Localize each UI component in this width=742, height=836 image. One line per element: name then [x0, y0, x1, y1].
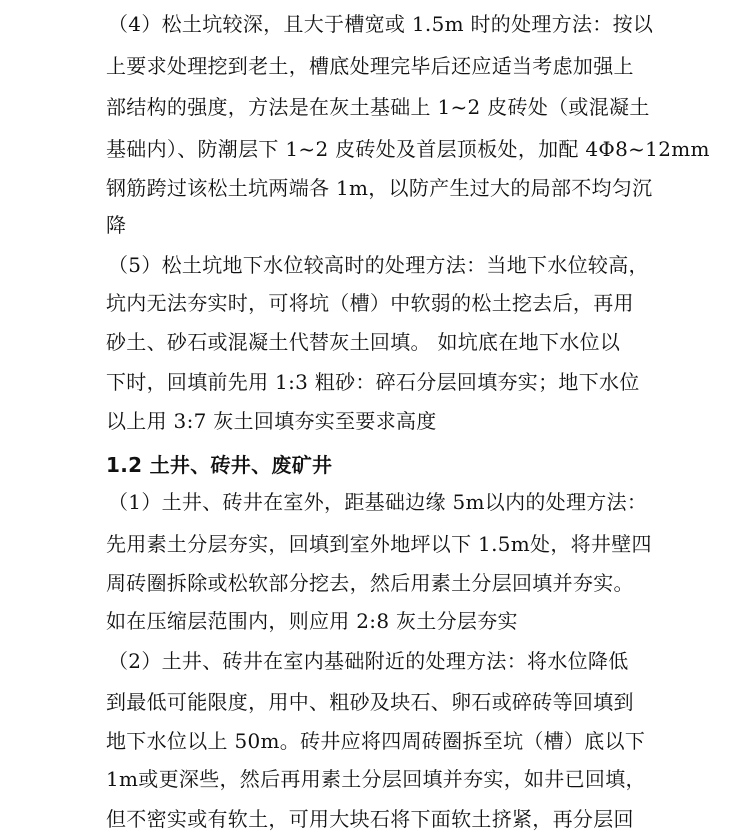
- text-line-15: 周砖圈拆除或松软部分挖去，然后用素土分层回填并夯实。: [106, 571, 634, 595]
- text-line-10: 下时，回填前先用 1:3 粗砂：碎石分层回填夯实；地下水位: [106, 370, 640, 394]
- text-line-21: 但不密实或有软土，可用大块石将下面软土挤紧，再分层回: [106, 807, 634, 831]
- text-line-9: 砂土、砂石或混凝土代替灰土回填。 如坑底在地下水位以: [106, 330, 621, 354]
- text-line-4: 基础内）、防潮层下 1~2 皮砖处及首层顶板处，加配 4Φ8~12mm: [106, 137, 710, 161]
- text-line-3: 部结构的强度，方法是在灰土基础上 1~2 皮砖处（或混凝土: [106, 95, 650, 119]
- text-line-5: 钢筋跨过该松土坑两端各 1m，以防产生过大的局部不均匀沉: [106, 176, 653, 200]
- text-line-6: 降: [106, 213, 127, 237]
- text-line-11: 以上用 3:7 灰土回填夯实至要求高度: [106, 409, 437, 433]
- text-line-13: （1）土井、砖井在室外，距基础边缘 5m以内的处理方法：: [108, 490, 648, 514]
- text-line-19: 地下水位以上 50m。砖井应将四周砖圈拆至坑（槽）底以下: [106, 729, 646, 753]
- text-line-2: 上要求处理挖到老土，槽底处理完毕后还应适当考虑加强上: [106, 54, 634, 78]
- text-line-8: 坑内无法夯实时，可将坑（槽）中软弱的松土挖去后，再用: [106, 291, 634, 315]
- text-line-17: （2）土井、砖井在室内基础附近的处理方法：将水位降低: [108, 649, 629, 673]
- section-heading: 1.2 土井、砖井、废矿井: [106, 453, 333, 477]
- text-line-1: （4）松土坑较深，且大于槽宽或 1.5m 时的处理方法：按以: [108, 12, 654, 36]
- text-line-18: 到最低可能限度，用中、粗砂及块石、卵石或碎砖等回填到: [106, 690, 634, 714]
- text-line-20: 1m或更深些，然后再用素土分层回填并夯实，如井已回填，: [106, 767, 646, 791]
- text-line-7: （5）松土坑地下水位较高时的处理方法：当地下水位较高，: [108, 253, 649, 277]
- text-line-16: 如在压缩层范围内，则应用 2:8 灰土分层夯实: [106, 609, 518, 633]
- text-line-14: 先用素土分层夯实，回填到室外地坪以下 1.5m处，将井壁四: [106, 532, 652, 556]
